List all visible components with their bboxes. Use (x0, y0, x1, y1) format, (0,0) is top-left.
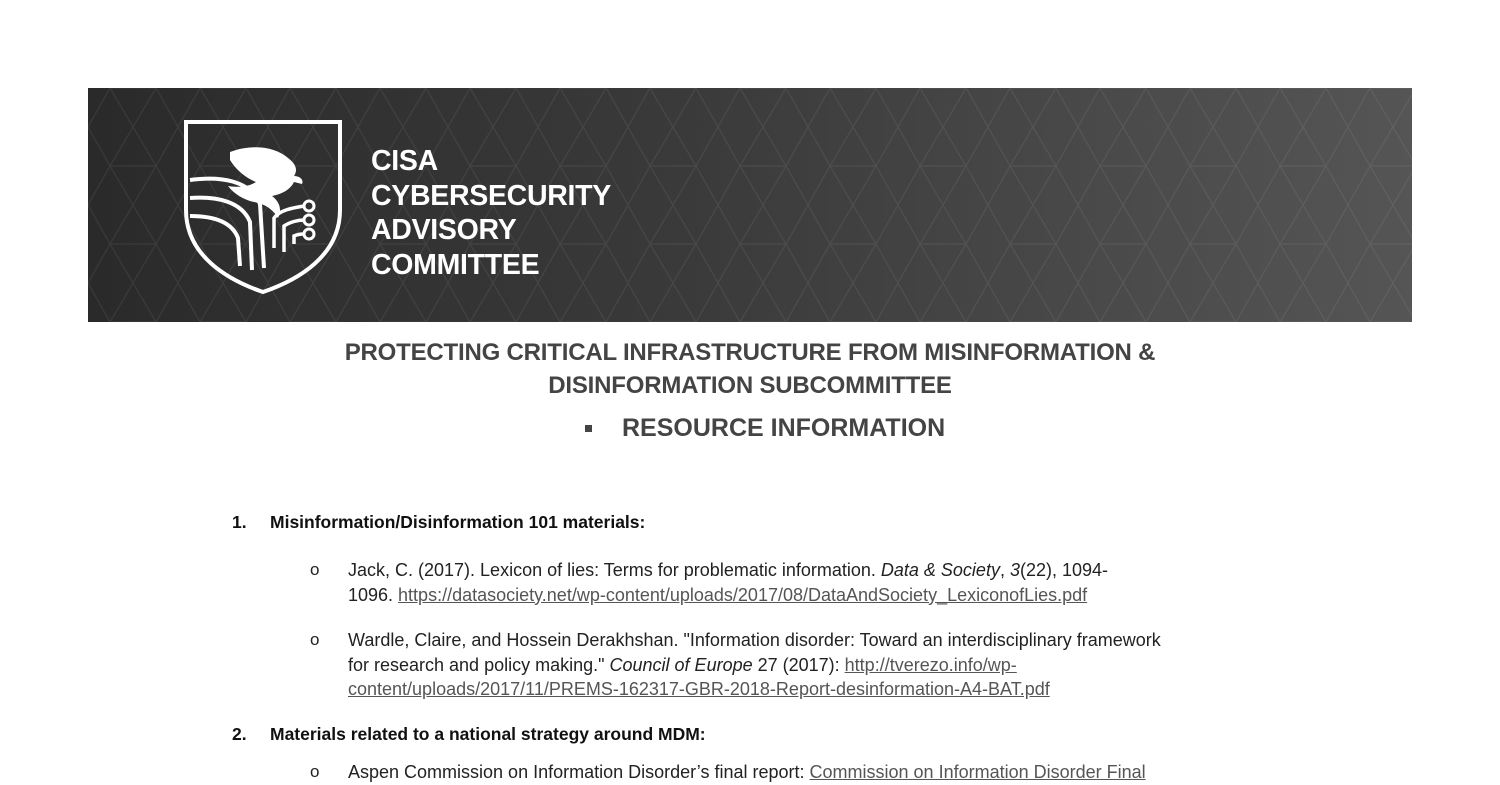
section-number: 1. (232, 512, 247, 532)
journal-name: Data & Society (880, 560, 1000, 580)
citation-text: Jack, C. (2017). Lexicon of lies: Terms for problematic information. (348, 560, 881, 580)
page-title-line-2: DISINFORMATION SUBCOMMITTEE (548, 372, 952, 399)
section-subtitle (580, 414, 945, 443)
org-name-line: CISA (371, 145, 438, 177)
section-heading-2 (232, 724, 706, 745)
citation-text: 1096. (348, 584, 399, 605)
reference-link[interactable]: http://tverezo.info/wp- (844, 654, 1017, 675)
eagle-shield-icon (180, 118, 350, 296)
reference-link-continued[interactable]: content/uploads/2017/11/PREMS-162317-GBR-2018-Report-desinformation-A4-BAT.pdf (348, 679, 1050, 699)
organization-name (371, 144, 611, 282)
section-number: 2. (232, 724, 247, 744)
section-heading-text: Materials related to a national strategy around MDM: (270, 724, 706, 744)
reference-link[interactable]: Commission on Information Disorder Final (809, 762, 1146, 782)
reference-link[interactable]: https://datasociety.net/wp-content/uploads/2017/08/DataAndSociety_LexiconofLies.pdf (398, 584, 1088, 605)
section-heading-1 (232, 512, 645, 533)
subtitle-text: RESOURCE INFORMATION (622, 414, 946, 442)
org-name-line: ADVISORY (371, 214, 517, 246)
page-title-line-1: PROTECTING CRITICAL INFRASTRUCTURE FROM MISINFORMATION & (344, 339, 1156, 366)
org-name-line: COMMITTEE (371, 248, 540, 281)
circle-bullet-icon: o (310, 762, 320, 781)
citation-text: Wardle, Claire, and Hossein Derakhshan. "Information disorder: Toward an interdisciplinary framework (348, 630, 1161, 650)
org-name-line: CYBERSECURITY (371, 179, 611, 212)
section-heading-text: Misinformation/Disinformation 101 materials: (270, 512, 646, 532)
circle-bullet-icon: o (310, 560, 320, 579)
square-bullet-icon (585, 425, 592, 432)
citation-text: (22), 1094- (1019, 560, 1109, 580)
citation-text: Aspen Commission on Information Disorder’s final report: (348, 762, 810, 782)
circle-bullet-icon: o (310, 630, 320, 649)
citation-text: for research and policy making." (348, 654, 610, 675)
citation-separator: , (999, 560, 1010, 580)
volume-number: 3 (1009, 560, 1020, 580)
page-title (0, 336, 1500, 402)
header-banner (88, 88, 1412, 322)
citation-text: 27 (2017): (752, 654, 845, 675)
journal-name: Council of Europe (609, 654, 753, 675)
